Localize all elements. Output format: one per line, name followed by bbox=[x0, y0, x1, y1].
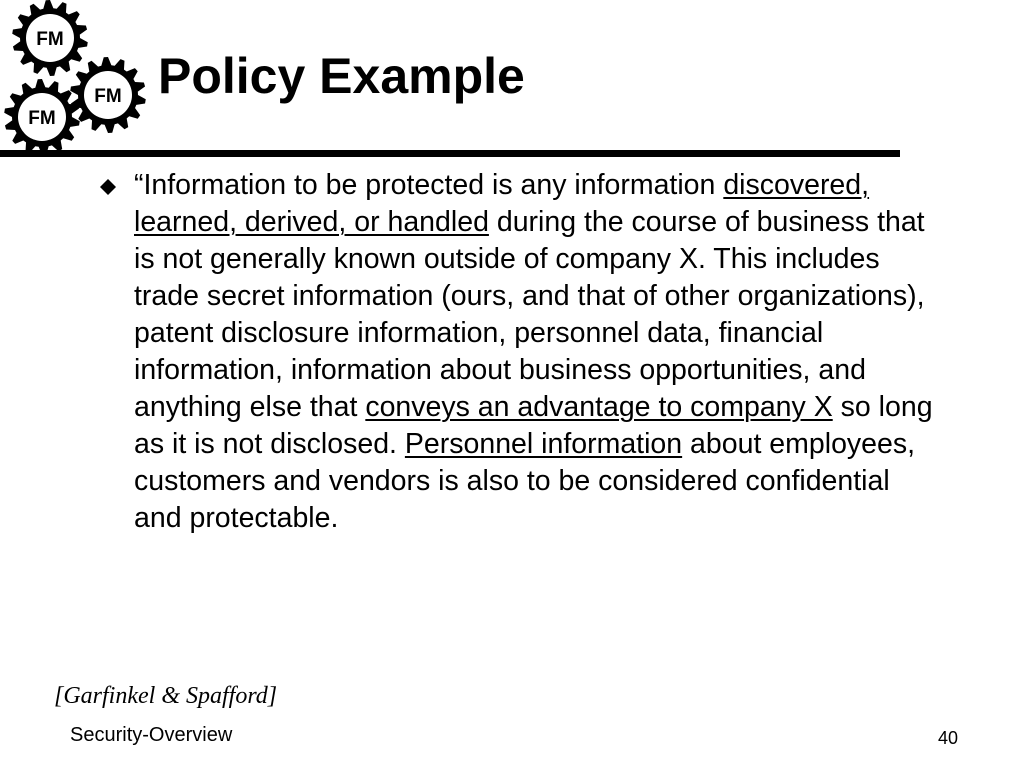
title-divider bbox=[0, 150, 900, 157]
page-number: 40 bbox=[938, 728, 959, 748]
diamond-bullet-icon bbox=[100, 179, 116, 195]
underlined-phrase: Personnel information bbox=[404, 428, 683, 460]
text-segment: so long as it is not disclosed. bbox=[134, 391, 933, 460]
gear-label: FM bbox=[94, 86, 122, 107]
citation: [Garfinkel & Spafford] bbox=[54, 683, 278, 709]
fm-gears-logo bbox=[0, 0, 160, 160]
footer-title: Security-Overview bbox=[70, 724, 233, 746]
text-segment: about employees, customers and vendors is also to be considered confidential and protectable. bbox=[134, 428, 916, 534]
text-segment: during the course of business that is not generally known outside of company X. This includes trade secret information (ours, and that of other organizations), patent disclosure information, personnel data, financial information, information about business opportunities, and anything else that bbox=[134, 206, 925, 423]
bullet-paragraph bbox=[134, 167, 934, 537]
text-segment: “Information to be protected is any information bbox=[134, 169, 724, 201]
gear-label: FM bbox=[28, 108, 56, 129]
gear-icon bbox=[4, 79, 80, 155]
gear-icon bbox=[70, 57, 146, 133]
underlined-phrase: conveys an advantage to company X bbox=[365, 391, 833, 423]
slide-title: Policy Example bbox=[158, 48, 525, 104]
underlined-phrase: discovered, learned, derived, or handled bbox=[134, 169, 870, 238]
gear-label: FM bbox=[36, 29, 64, 50]
gear-icon bbox=[12, 0, 88, 76]
